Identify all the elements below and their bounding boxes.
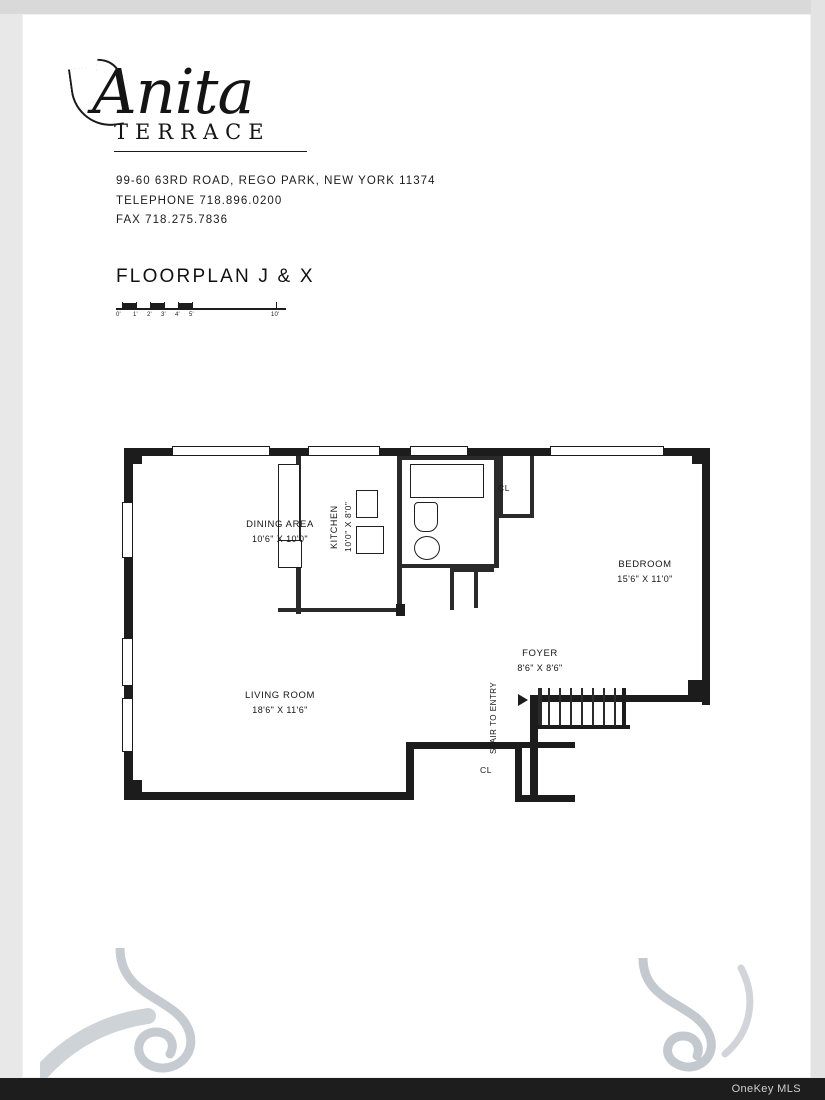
wall-corner-tr: [692, 448, 710, 464]
scale-tick-4: [178, 302, 179, 309]
stair-step: [592, 688, 594, 726]
wall-hall-stub-b: [450, 568, 494, 572]
wall-closet-bottom-left: [515, 795, 575, 802]
scale-label-3: 3': [161, 312, 166, 318]
wall-divider-post: [396, 604, 405, 616]
wall-closet-upper-bottom: [499, 514, 533, 518]
page-title: FLOORPLAN J & X: [116, 266, 315, 287]
address-block: [116, 172, 436, 231]
floorplan-drawing: [110, 440, 730, 830]
room-dimensions-kitchen-wrap: [342, 484, 354, 570]
wall-bedroom-bottom: [530, 695, 710, 702]
stair-step: [581, 688, 583, 726]
scale-label-4: 4': [175, 312, 180, 318]
room-dimensions-bedroom: 15'6" X 11'0": [617, 574, 673, 584]
window-bedroom-top: [550, 446, 664, 456]
wall-living-dining-divider: [278, 608, 402, 612]
scale-tick-3: [164, 302, 165, 309]
brand-logo: [70, 55, 300, 158]
window-kitchen-top-a: [308, 446, 380, 456]
scale-tick-1: [136, 302, 137, 309]
closet-label-lower: CL: [480, 765, 493, 775]
scale-label-0: 0': [116, 312, 121, 318]
wall-corner-br: [688, 680, 710, 702]
window-living-left-a: [122, 638, 133, 686]
stair-step: [603, 688, 605, 726]
wall-hall-stub-c: [474, 568, 478, 608]
scan-edge-top: [0, 0, 825, 14]
wall-foyer-left: [515, 742, 522, 802]
brand-name: Anita: [92, 55, 254, 128]
decorative-swirl-left-icon: [40, 948, 260, 1078]
room-label-kitchen: [328, 484, 340, 570]
kitchen-range: [356, 526, 384, 554]
window-dining-top: [172, 446, 270, 456]
scale-bar-line: [116, 308, 286, 310]
wall-closet-upper-right: [530, 456, 534, 518]
scale-bar: [116, 300, 286, 322]
room-name-kitchen: KITCHEN: [329, 505, 339, 549]
room-name-foyer: FOYER: [522, 648, 558, 659]
scale-label-5: 5': [189, 312, 194, 318]
brand-subtitle: TERRACE: [114, 120, 271, 144]
wall-corner-bl: [124, 780, 142, 800]
address-line-fax: FAX 718.275.7836: [116, 214, 229, 226]
scale-label-10: 10': [271, 312, 280, 318]
room-dimensions-living: 18'6" X 11'6": [252, 705, 308, 715]
scale-label-2: 2': [147, 312, 152, 318]
room-name-living: LIVING ROOM: [245, 690, 315, 701]
room-dimensions-dining: 10'6" X 10'0": [251, 534, 309, 544]
room-name-dining: DINING AREA: [246, 519, 314, 530]
wall-corner-tl: [124, 448, 142, 464]
logo-divider: [114, 151, 307, 152]
toilet: [414, 502, 438, 532]
window-kitchen-top-b: [410, 446, 468, 456]
stair-right-rail: [622, 688, 626, 728]
stair-to-entry-text: STAIR TO ENTRY: [489, 681, 498, 754]
window-dining-left: [122, 502, 133, 558]
scale-tick-10: [276, 302, 277, 309]
wall-stair-edge: [538, 688, 542, 728]
room-dimensions-foyer: 8'6" X 8'6": [517, 663, 563, 673]
stair-step: [570, 688, 572, 726]
scale-tick-2: [150, 302, 151, 309]
wall-hall-stub-a: [450, 568, 454, 610]
stair-direction-arrow-icon: [518, 694, 528, 706]
address-line-street: 99-60 63RD ROAD, REGO PARK, NEW YORK 11374: [116, 175, 436, 187]
scan-edge-bottom: [0, 1078, 825, 1100]
stair-step: [548, 688, 550, 726]
scale-tick-5: [192, 302, 193, 309]
wall-bath-top: [397, 456, 497, 460]
kitchen-sink: [356, 490, 378, 518]
scale-bar-block-3: [178, 303, 192, 309]
closet-label-upper: CL: [498, 483, 511, 493]
scale-bar-block-2: [150, 303, 164, 309]
stair-to-entry-label: [488, 681, 500, 754]
room-label-bedroom: [570, 558, 720, 586]
wall-jog-horizontal: [406, 742, 522, 749]
room-dimensions-kitchen: 10'0" X 8'0": [343, 501, 353, 553]
bathtub: [410, 464, 484, 498]
wall-stair-left: [530, 695, 538, 802]
window-living-left-b: [122, 698, 133, 752]
stair-step: [614, 688, 616, 726]
wall-kitchen-right: [397, 456, 402, 606]
room-label-living: [210, 689, 350, 717]
watermark-onekey-mls: OneKey MLS: [731, 1083, 801, 1095]
scan-edge-right: [811, 0, 825, 1100]
wall-jog-vertical: [406, 742, 414, 800]
sink-basin: [414, 536, 440, 560]
stair-bottom-rail: [538, 725, 630, 729]
decorative-swirl-right-icon: [625, 958, 775, 1078]
address-line-telephone: TELEPHONE 718.896.0200: [116, 194, 283, 207]
wall-exterior-bottom-left: [124, 792, 414, 800]
room-label-foyer: [480, 647, 600, 675]
stair-step: [559, 688, 561, 726]
scale-tick-0: [122, 302, 123, 309]
scale-bar-block-1: [122, 303, 136, 309]
scan-edge-left: [0, 0, 22, 1100]
room-name-bedroom: BEDROOM: [618, 559, 672, 570]
scale-label-1: 1': [133, 312, 138, 318]
wall-closet-top-left: [515, 742, 575, 748]
